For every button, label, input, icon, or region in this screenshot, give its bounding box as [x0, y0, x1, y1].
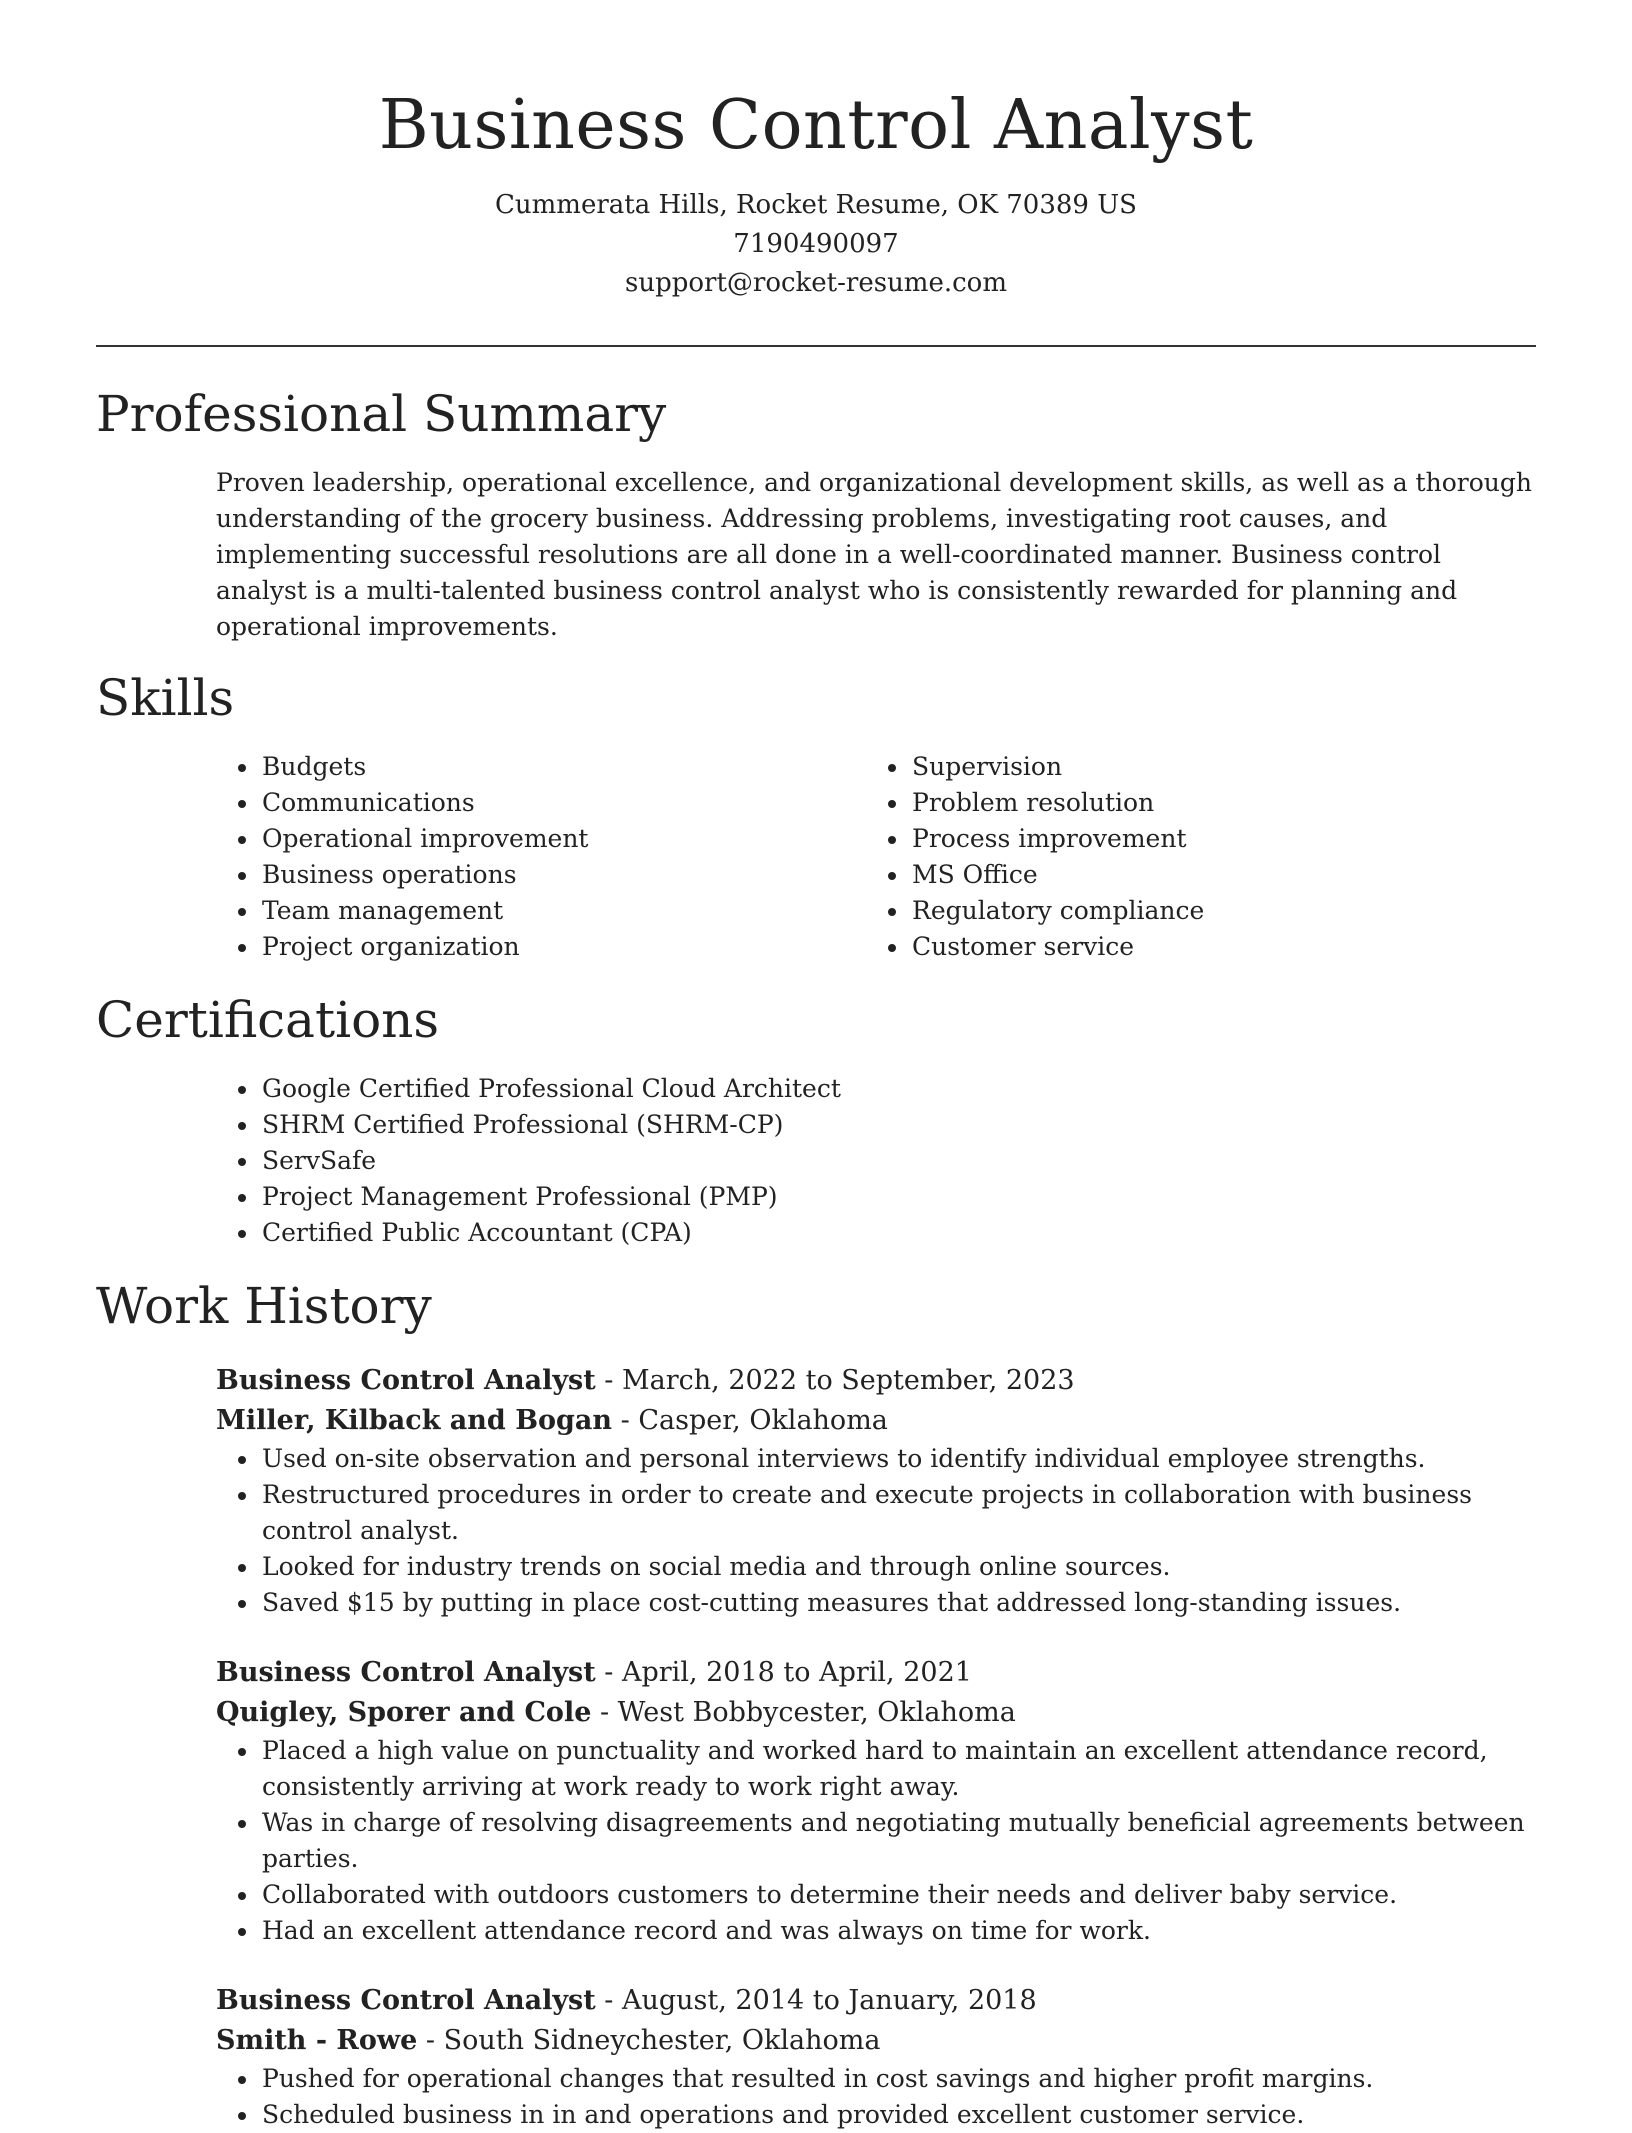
- job-bullets: [216, 1441, 1536, 1621]
- header-divider: [96, 345, 1536, 347]
- job-company: Quigley, Sporer and Cole: [216, 1697, 592, 1728]
- job-location: - South Sidneychester, Oklahoma: [417, 2025, 881, 2056]
- list-item: • Pushed for operational changes that resulted in cost savings and higher profit margins.: [260, 2061, 1536, 2097]
- job-location: - West Bobbycester, Oklahoma: [591, 1697, 1016, 1728]
- job-title-line: [216, 1361, 1536, 1401]
- skills-list-right: [866, 749, 1516, 965]
- list-item: • Customer service: [910, 929, 1516, 965]
- list-item: • Placed a high value on punctuality and worked hard to maintain an excellent attendance record, consistently arriving at work ready to work right away.: [260, 1733, 1536, 1805]
- job-location: - Casper, Oklahoma: [612, 1405, 888, 1436]
- job-company-line: [216, 1693, 1536, 1733]
- list-item: • Looked for industry trends on social media and through online sources.: [260, 1549, 1536, 1585]
- skills-section: [0, 665, 1632, 965]
- job-company: Smith - Rowe: [216, 2025, 418, 2056]
- job-role: Business Control Analyst: [216, 1365, 596, 1396]
- job-dates: - March, 2022 to September, 2023: [595, 1365, 1075, 1396]
- certifications-heading: Certifications: [96, 991, 440, 1049]
- candidate-name: Business Control Analyst: [378, 86, 1254, 165]
- list-item: • Business operations: [260, 857, 866, 893]
- list-item: • Restructured procedures in order to create and execute projects in collaboration with business control analyst.: [260, 1477, 1536, 1549]
- list-item: • Project Management Professional (PMP): [260, 1179, 1536, 1215]
- skills-column-right: [866, 749, 1516, 965]
- list-item: • Saved $15 by putting in place cost-cutting measures that addressed long-standing issues.: [260, 1585, 1536, 1621]
- list-item: • Google Certified Professional Cloud Architect: [260, 1071, 1536, 1107]
- job-role: Business Control Analyst: [216, 1985, 596, 2016]
- job-company: Miller, Kilback and Bogan: [216, 1405, 613, 1436]
- job-dates: - April, 2018 to April, 2021: [595, 1657, 972, 1688]
- certifications-list-wrap: [216, 1071, 1536, 1251]
- job-bullets: [216, 1733, 1536, 1949]
- certifications-list: [216, 1071, 1536, 1251]
- skills-heading: Skills: [96, 669, 235, 727]
- list-item: • Used on-site observation and personal interviews to identify individual employee strengths.: [260, 1441, 1536, 1477]
- list-item: • Supervision: [910, 749, 1516, 785]
- list-item: • Was in charge of resolving disagreements and negotiating mutually beneficial agreements between parties.: [260, 1805, 1536, 1877]
- job-company-line: [216, 2021, 1536, 2061]
- skills-list-left: [216, 749, 866, 965]
- list-item: • Project organization: [260, 929, 866, 965]
- job-company-line: [216, 1401, 1536, 1441]
- job-role: Business Control Analyst: [216, 1657, 596, 1688]
- list-item: • Problem resolution: [910, 785, 1516, 821]
- job-title-line: [216, 1981, 1536, 2021]
- job-dates: - August, 2014 to January, 2018: [595, 1985, 1037, 2016]
- work-history-section: [0, 1273, 1632, 2133]
- skills-column-left: [216, 749, 866, 965]
- job-title-line: [216, 1653, 1536, 1693]
- list-item: • MS Office: [910, 857, 1516, 893]
- job-entry: [216, 1361, 1536, 1621]
- list-item: • ServSafe: [260, 1143, 1536, 1179]
- list-item: • Communications: [260, 785, 866, 821]
- job-entry: [216, 1653, 1536, 1949]
- address: Cummerata Hills, Rocket Resume, OK 70389 US: [495, 190, 1137, 220]
- certifications-section: [0, 987, 1632, 1251]
- list-item: • Certified Public Accountant (CPA): [260, 1215, 1536, 1251]
- summary-text: Proven leadership, operational excellence, and organizational development skills, as well as a thorough understanding of the grocery business. Addressing problems, investigating root causes, and implementing successful resolutions are all done in a well-coordinated manner. Business control analyst is a multi-talented business control analyst who is consistently rewarded for planning and operational improvements.: [216, 468, 1532, 641]
- skills-columns: [216, 749, 1536, 965]
- list-item: • Budgets: [260, 749, 866, 785]
- job-bullets: [216, 2061, 1536, 2133]
- list-item: • Scheduled business in in and operations and provided excellent customer service.: [260, 2097, 1536, 2133]
- job-entry: [216, 1981, 1536, 2133]
- list-item: • Regulatory compliance: [910, 893, 1516, 929]
- list-item: • Had an excellent attendance record and was always on time for work.: [260, 1913, 1536, 1949]
- phone: 7190490097: [733, 229, 899, 259]
- list-item: • Team management: [260, 893, 866, 929]
- summary-section: [0, 381, 1632, 645]
- list-item: • Process improvement: [910, 821, 1516, 857]
- list-item: • Operational improvement: [260, 821, 866, 857]
- list-item: • Collaborated with outdoors customers to determine their needs and deliver baby service.: [260, 1877, 1536, 1913]
- list-item: • SHRM Certified Professional (SHRM-CP): [260, 1107, 1536, 1143]
- resume-header: [0, 0, 1632, 303]
- email: support@rocket-resume.com: [624, 268, 1007, 298]
- summary-heading: Professional Summary: [96, 385, 667, 443]
- work-history-heading: Work History: [96, 1277, 432, 1335]
